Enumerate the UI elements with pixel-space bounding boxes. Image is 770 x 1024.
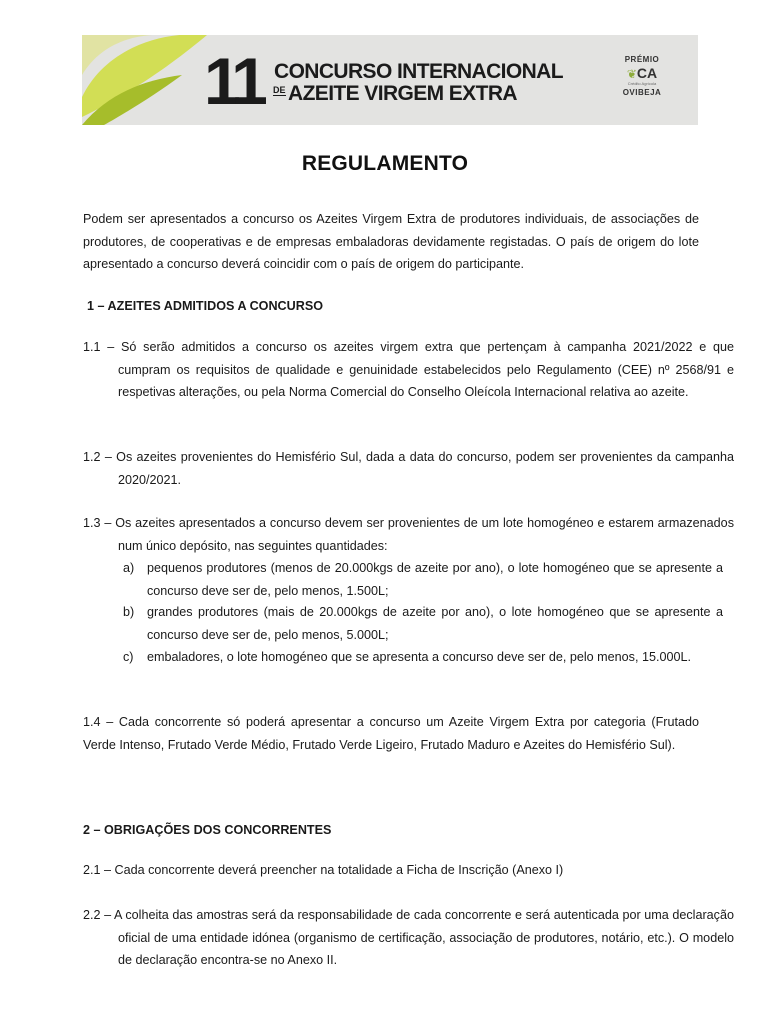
list-item-label: c) (123, 650, 134, 664)
list-item-label: a) (123, 561, 135, 575)
clause-2-1: 2.1 – Cada concorrente deverá preencher na totalidade a Ficha de Inscrição (Anexo I) (83, 863, 564, 877)
clause-2-2: 2.2 – A colheita das amostras será da responsabilidade de cada concorrente e será autenticada por uma declaração oficial de uma entidade idónea (organismo de certificação, associação de produtores, notário, etc.). O modelo de declaração encontra-se no Anexo II. (83, 908, 734, 967)
banner-title-line1: CONCURSO INTERNACIONAL (274, 60, 563, 83)
list-item (123, 601, 723, 646)
list-item (123, 646, 723, 669)
premio-ca-logo (609, 55, 675, 97)
ca-logo (609, 65, 675, 81)
ca-label: CA (636, 65, 658, 81)
ca-tagline: Crédito Agrícola (627, 81, 657, 86)
banner-title-line2: AZEITE VIRGEM EXTRA (288, 82, 517, 105)
list-item (123, 557, 723, 602)
clause-1-4: 1.4 – Cada concorrente só poderá apresentar a concurso um Azeite Virgem Extra por categoria (Frutado Verde Intenso, Frutado Verde Médio, Frutado Verde Ligeiro, Frutado Maduro e Azeites do Hemisfério Sul). (83, 715, 699, 752)
edition-number: 11 (204, 44, 262, 118)
clause-1-2: 1.2 – Os azeites provenientes do Hemisfério Sul, dada a data do concurso, podem ser provenientes da campanha 2020/2021. (83, 450, 734, 487)
banner-title-de: DE (273, 85, 286, 95)
list-item-text: grandes produtores (mais de 20.000kgs de azeite por ano), o lote homogéneo que se apresente a concurso deve ser de, pelo menos, 5.000L; (147, 605, 723, 642)
premio-label: PRÉMIO (624, 55, 660, 64)
list-item-text: embaladores, o lote homogéneo que se apresenta a concurso deve ser de, pelo menos, 15.000L. (147, 650, 691, 664)
clause-1-1: 1.1 – Só serão admitidos a concurso os azeites virgem extra que pertençam à campanha 2021/2022 e que cumpram os requisitos de qualidade e genuinidade estabelecidos pelo Regulamento (CEE) nº 2568/91 e respetivas alterações, ou pela Norma Comercial do Conselho Oleícola Internacional relativa ao azeite. (83, 340, 734, 399)
list-item-text: pequenos produtores (menos de 20.000kgs de azeite por ano), o lote homogéneo que se apresente a concurso deve ser de, pelo menos, 1.500L; (147, 561, 723, 598)
intro-paragraph: Podem ser apresentados a concurso os Azeites Virgem Extra de produtores individuais, de associações de produtores, de cooperativas e de empresas embaladoras devidamente registadas. O país de origem do lote apresentado a concurso deverá coincidir com o país de origem do participante. (83, 212, 699, 271)
section-2-heading: 2 – OBRIGAÇÕES DOS CONCORRENTES (83, 823, 332, 837)
clause-1-3: 1.3 – Os azeites apresentados a concurso devem ser provenientes de um lote homogéneo e estarem armazenados num único depósito, nas seguintes quantidades: (83, 516, 734, 553)
page-title: REGULAMENTO (301, 152, 469, 175)
list-item-label: b) (123, 605, 135, 619)
section-1-heading: 1 – AZEITES ADMITIDOS A CONCURSO (87, 299, 324, 313)
leaf-icon: ❦ (626, 67, 637, 81)
contest-banner (82, 35, 698, 125)
ovibeja-label: OVIBEJA (622, 88, 662, 97)
